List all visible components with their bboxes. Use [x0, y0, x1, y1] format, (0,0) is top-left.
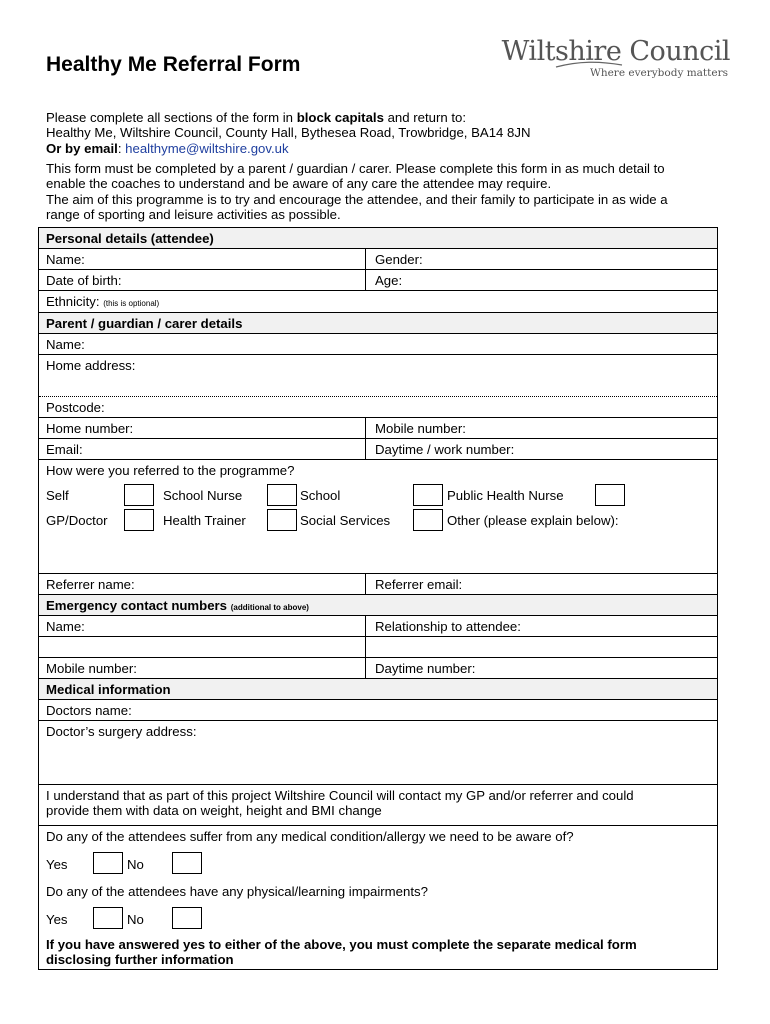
attendee-dob-row: [39, 270, 717, 291]
section-parent-details: [39, 313, 717, 334]
q2-no-label: No: [127, 912, 144, 927]
email-colon: :: [117, 141, 126, 156]
intro-para-1-line-1: This form must be completed by a parent / guardian / carer. Please complete this form in as much detail to: [46, 161, 665, 176]
medical-questions-row: [39, 826, 717, 969]
ethnicity-note: (this is optional): [103, 299, 160, 308]
intro-email-line: [46, 141, 289, 157]
parent-name-field[interactable]: Name:: [46, 337, 85, 352]
intro-para-2-line-1: The aim of this programme is to try and encourage the attendee, and their family to participate in as wide a: [46, 192, 668, 207]
section-heading: [46, 598, 309, 613]
home-address-field[interactable]: Home address:: [46, 358, 136, 373]
option-school-nurse-label: School Nurse: [163, 488, 243, 503]
intro-text-suffix: and return to:: [383, 110, 467, 125]
self-checkbox[interactable]: [124, 484, 154, 506]
section-emergency-contacts: [39, 595, 717, 616]
option-gp-doctor-label: GP/Doctor: [46, 513, 108, 528]
referrer-email-field[interactable]: Referrer email:: [375, 577, 463, 592]
intro-line-1: [46, 110, 466, 126]
emergency-name-row: [39, 616, 717, 637]
referrer-row: [39, 574, 717, 595]
intro-para-1-line-2: enable the coaches to understand and be aware of any care the attendee may require.: [46, 176, 552, 191]
q1-no-label: No: [127, 857, 144, 872]
emergency-mobile-field[interactable]: Mobile number:: [46, 661, 137, 676]
emergency-heading-text: Emergency contact numbers: [46, 598, 228, 613]
section-heading: Personal details (attendee): [46, 231, 214, 246]
q2-yes-checkbox[interactable]: [93, 907, 123, 929]
council-logo: [501, 36, 730, 82]
option-other-label: Other (please explain below):: [447, 513, 619, 528]
emergency-heading-note: (additional to above): [230, 603, 309, 612]
consent-line-1: I understand that as part of this project Wiltshire Council will contact my GP and/or referrer and could: [46, 788, 634, 803]
parent-email-row: [39, 439, 717, 460]
referral-source-row: [39, 460, 717, 574]
medical-form-note-line-1: If you have answered yes to either of the above, you must complete the separate medical form: [46, 937, 637, 952]
mobile-number-field[interactable]: Mobile number:: [375, 421, 466, 436]
intro-bold-text: block capitals: [296, 110, 384, 125]
emergency-blank-row: [39, 637, 717, 658]
attendee-age-field[interactable]: Age:: [375, 273, 403, 288]
medical-condition-question: Do any of the attendees suffer from any medical condition/allergy we need to be aware of?: [46, 829, 574, 844]
postcode-row: [39, 397, 717, 418]
q1-yes-label: Yes: [46, 857, 68, 872]
section-medical-information: [39, 679, 717, 700]
q1-yes-checkbox[interactable]: [93, 852, 123, 874]
public-health-nurse-checkbox[interactable]: [595, 484, 625, 506]
attendee-ethnicity-row: [39, 291, 717, 313]
medical-form-note-line-2: disclosing further information: [46, 952, 234, 967]
intro-para-2-line-2: range of sporting and leisure activities as possible.: [46, 207, 341, 222]
consent-row: [39, 785, 717, 826]
health-trainer-checkbox[interactable]: [267, 509, 297, 531]
surgery-address-field[interactable]: Doctor’s surgery address:: [46, 724, 197, 739]
option-public-health-nurse-label: Public Health Nurse: [447, 488, 564, 503]
home-address-row: [39, 355, 717, 397]
home-number-field[interactable]: Home number:: [46, 421, 134, 436]
section-heading: Parent / guardian / carer details: [46, 316, 243, 331]
daytime-work-number-field[interactable]: Daytime / work number:: [375, 442, 515, 457]
option-social-services-label: Social Services: [300, 513, 391, 528]
doctors-name-field[interactable]: Doctors name:: [46, 703, 132, 718]
q2-yes-label: Yes: [46, 912, 68, 927]
relationship-field[interactable]: Relationship to attendee:: [375, 619, 521, 634]
email-label: Or by email: [46, 141, 118, 156]
section-heading: Medical information: [46, 682, 171, 697]
school-nurse-checkbox[interactable]: [267, 484, 297, 506]
surgery-address-row: [39, 721, 717, 785]
emergency-name-field[interactable]: Name:: [46, 619, 85, 634]
attendee-name-row: [39, 249, 717, 270]
parent-name-row: [39, 334, 717, 355]
section-personal-details: [39, 228, 717, 249]
referrer-name-field[interactable]: Referrer name:: [46, 577, 135, 592]
attendee-ethnicity-field[interactable]: [46, 294, 159, 309]
parent-phone-row: [39, 418, 717, 439]
gp-doctor-checkbox[interactable]: [124, 509, 154, 531]
doctors-name-row: [39, 700, 717, 721]
ethnicity-label: Ethnicity:: [46, 294, 100, 309]
social-services-checkbox[interactable]: [413, 509, 443, 531]
page-title: Healthy Me Referral Form: [46, 53, 301, 76]
attendee-gender-field[interactable]: Gender:: [375, 252, 423, 267]
consent-line-2: provide them with data on weight, height and BMI change: [46, 803, 382, 818]
postcode-field[interactable]: Postcode:: [46, 400, 105, 415]
attendee-dob-field[interactable]: Date of birth:: [46, 273, 122, 288]
emergency-daytime-field[interactable]: Daytime number:: [375, 661, 476, 676]
option-health-trainer-label: Health Trainer: [163, 513, 246, 528]
logo-tagline: Where everybody matters: [590, 67, 728, 79]
option-school-label: School: [300, 488, 341, 503]
intro-address: Healthy Me, Wiltshire Council, County Hall, Bythesea Road, Trowbridge, BA14 8JN: [46, 125, 531, 140]
parent-email-field[interactable]: Email:: [46, 442, 83, 457]
emergency-phone-row: [39, 658, 717, 679]
referral-form: [38, 227, 718, 970]
q2-no-checkbox[interactable]: [172, 907, 202, 929]
referral-question: How were you referred to the programme?: [46, 463, 295, 478]
option-self-label: Self: [46, 488, 69, 503]
logo-name: Wiltshire Council: [501, 36, 730, 67]
email-link[interactable]: healthyme@wiltshire.gov.uk: [125, 141, 289, 156]
attendee-name-field[interactable]: Name:: [46, 252, 85, 267]
school-checkbox[interactable]: [413, 484, 443, 506]
impairment-question: Do any of the attendees have any physical/learning impairments?: [46, 884, 428, 899]
intro-text: Please complete all sections of the form in: [46, 110, 297, 125]
q1-no-checkbox[interactable]: [172, 852, 202, 874]
